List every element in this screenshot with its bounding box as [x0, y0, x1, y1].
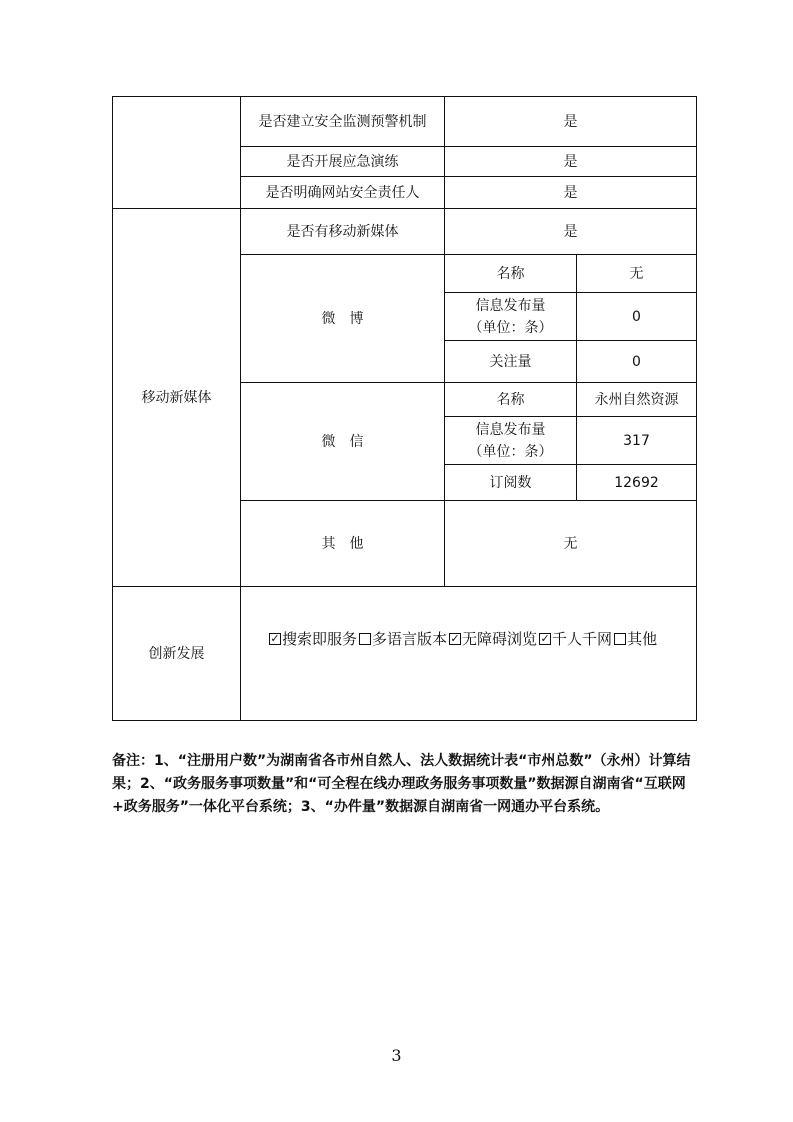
row-value: 是	[445, 177, 697, 209]
checkbox-label: 多语言版本	[372, 629, 448, 648]
checkbox-label: 千人千网	[552, 629, 613, 648]
table-row	[113, 97, 697, 147]
row-label: 是否建立安全监测预警机制	[241, 97, 445, 147]
weibo-label: 微 博	[241, 255, 445, 383]
row-label: 是否有移动新媒体	[241, 209, 445, 255]
page-number: 3	[391, 1046, 402, 1065]
weibo-posts-label-line1: 信息发布量	[475, 297, 546, 314]
weibo-posts-label	[445, 293, 577, 341]
other-label: 其 他	[241, 501, 445, 587]
row-value: 是	[445, 147, 697, 177]
footnote: 备注：1、“注册用户数”为湖南省各市州自然人、法人数据统计表“市州总数”（永州）计算结果；2、“政务服务事项数量”和“可全程在线办理政务服务事项数量”数据源自湖南省“互联网+政务服务”一体化平台系统；3、“办件量”数据源自湖南省一网通办平台系统。	[112, 753, 691, 815]
wechat-label: 微 信	[241, 383, 445, 501]
innovation-options	[241, 628, 696, 650]
wechat-posts-label-line1: 信息发布量	[475, 421, 546, 438]
weibo-name-value: 无	[577, 255, 697, 293]
mobile-section-label: 移动新媒体	[113, 209, 241, 587]
innovation-options-cell	[241, 587, 697, 721]
checkbox-label: 其他	[627, 629, 658, 648]
wechat-subscribers-label: 订阅数	[445, 465, 577, 501]
row-label: 是否开展应急演练	[241, 147, 445, 177]
table-row	[113, 209, 697, 255]
checked-checkbox-icon[interactable]: ✓	[540, 631, 550, 645]
row-label: 是否明确网站安全责任人	[241, 177, 445, 209]
weibo-followers-value: 0	[577, 341, 697, 383]
weibo-posts-value: 0	[577, 293, 697, 341]
security-section-cell	[113, 97, 241, 209]
wechat-posts-value: 317	[577, 417, 697, 465]
row-value: 是	[445, 97, 697, 147]
wechat-name-value: 永州自然资源	[577, 383, 697, 417]
checked-checkbox-icon[interactable]: ✓	[450, 631, 460, 645]
wechat-posts-label-line2: （单位：条）	[468, 443, 553, 460]
wechat-subscribers-value: 12692	[577, 465, 697, 501]
weibo-followers-label: 关注量	[445, 341, 577, 383]
wechat-name-label: 名称	[445, 383, 577, 417]
other-value: 无	[445, 501, 697, 587]
statistics-table	[112, 96, 697, 721]
row-value: 是	[445, 209, 697, 255]
unchecked-checkbox-icon[interactable]	[359, 633, 371, 645]
wechat-posts-label	[445, 417, 577, 465]
checkbox-label: 搜索即服务	[282, 629, 358, 648]
checked-checkbox-icon[interactable]: ✓	[270, 631, 280, 645]
weibo-name-label: 名称	[445, 255, 577, 293]
weibo-posts-label-line2: （单位：条）	[468, 319, 553, 336]
innovation-label: 创新发展	[113, 587, 241, 721]
unchecked-checkbox-icon[interactable]	[614, 633, 626, 645]
checkbox-label: 无障碍浏览	[462, 629, 538, 648]
table-row	[113, 587, 697, 721]
